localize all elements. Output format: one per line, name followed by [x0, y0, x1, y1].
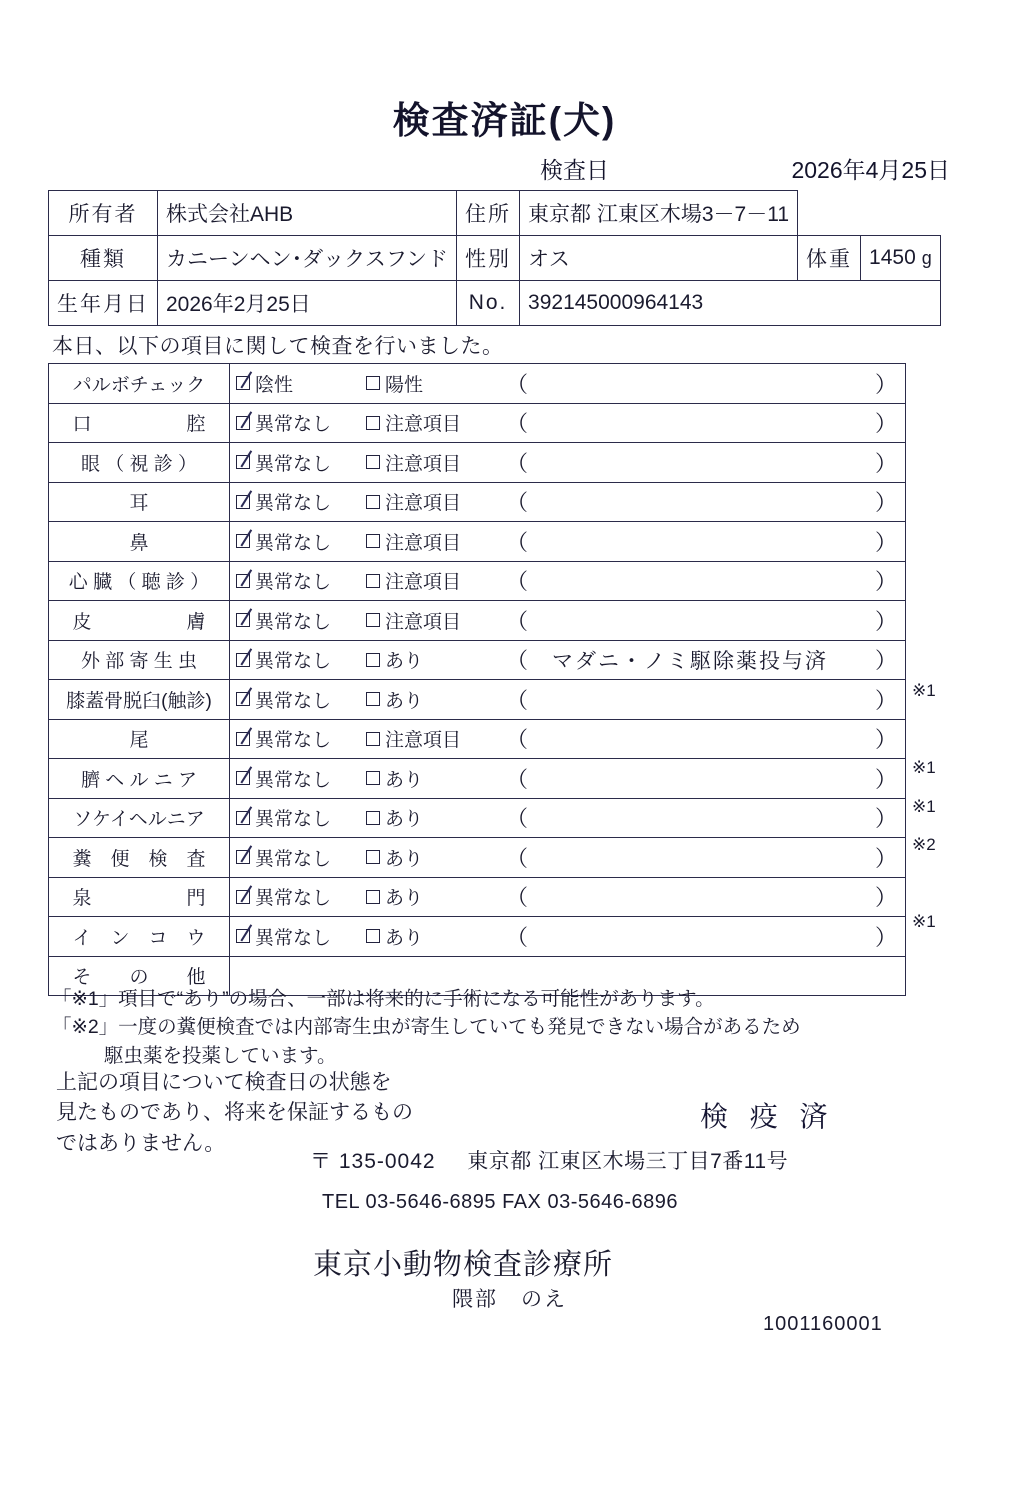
- exam-option-2[interactable]: [366, 646, 506, 673]
- paren-open: （: [506, 450, 529, 476]
- header-table: [48, 190, 941, 326]
- exam-option-2[interactable]: [366, 804, 506, 831]
- exam-option-2[interactable]: [366, 923, 506, 950]
- exam-option-label: 異常なし: [255, 848, 332, 870]
- paren-close: ）: [874, 371, 897, 397]
- table-row: [49, 680, 906, 720]
- exam-item-label: 膝蓋骨脱臼(触診): [49, 680, 230, 720]
- inspection-date-value: 2026年4月25日: [791, 157, 950, 183]
- birth-label: 生年月日: [49, 281, 158, 326]
- checked-checkbox-icon[interactable]: [236, 811, 250, 825]
- checkbox-icon[interactable]: [366, 811, 380, 825]
- breed-label: 種類: [49, 236, 158, 281]
- paren-close: ）: [874, 687, 897, 713]
- paren-open: （: [506, 806, 529, 832]
- checkbox-icon[interactable]: [366, 890, 380, 904]
- exam-item-options: [230, 838, 906, 878]
- exam-remark-field[interactable]: [506, 921, 905, 952]
- checked-checkbox-icon[interactable]: [236, 376, 250, 390]
- exam-item-options: [230, 759, 906, 799]
- exam-item-label: 皮 膚: [49, 601, 230, 641]
- checked-checkbox-icon[interactable]: [236, 534, 250, 548]
- sex-value: オス: [520, 236, 798, 281]
- exam-item-options: [230, 877, 906, 917]
- checked-checkbox-icon[interactable]: [236, 653, 250, 667]
- table-row: [49, 838, 906, 878]
- inspection-date-row: [540, 152, 950, 185]
- exam-item-options: [230, 443, 906, 483]
- weight-value: [861, 236, 941, 281]
- checkbox-icon[interactable]: [366, 416, 380, 430]
- exam-option-label: 異常なし: [255, 651, 332, 673]
- exam-item-options: [230, 364, 906, 404]
- paren-open: （: [506, 766, 529, 792]
- exam-option-label: 異常なし: [255, 453, 332, 475]
- checked-checkbox-icon[interactable]: [236, 416, 250, 430]
- exam-option-2[interactable]: [366, 528, 506, 555]
- exam-option-2[interactable]: [366, 409, 506, 436]
- footnote-2-line2: 駆虫薬を投薬しています。: [104, 1044, 337, 1067]
- exam-option-2[interactable]: [366, 844, 506, 871]
- exam-option-label: 注意項目: [385, 730, 462, 752]
- exam-option-label: 異常なし: [255, 690, 332, 712]
- paren-close: ）: [874, 845, 897, 871]
- exam-option-1[interactable]: [236, 804, 366, 831]
- exam-option-label: 異常なし: [255, 414, 332, 436]
- exam-item-options: [230, 403, 906, 443]
- exam-option-label: 異常なし: [255, 809, 332, 831]
- exam-remark-field[interactable]: [506, 605, 905, 636]
- clinic-zip: 〒 135-0042: [310, 1150, 436, 1173]
- paren-open: （: [506, 727, 529, 753]
- paren-open: （: [506, 608, 529, 634]
- exam-option-label: あり: [385, 848, 424, 870]
- exam-remark-field[interactable]: [506, 565, 905, 596]
- exam-item-label: イ ン コ ウ: [49, 917, 230, 957]
- exam-option-1[interactable]: [236, 883, 366, 910]
- address-value: 東京都 江東区木場3－7－11: [520, 191, 798, 236]
- checkbox-icon[interactable]: [366, 574, 380, 588]
- exam-footnote-marker: ※1: [912, 912, 936, 931]
- footnote-1: 「※1」項目で“あり”の場合、一部は将来的に手術になる可能性があります。: [52, 988, 715, 1010]
- exam-option-1[interactable]: [236, 686, 366, 713]
- exam-item-options: [230, 561, 906, 601]
- exam-option-label: 注意項目: [385, 532, 462, 554]
- exam-option-label: 異常なし: [255, 611, 332, 633]
- exam-footnote-marker: ※1: [912, 796, 936, 816]
- exam-option-label: あり: [385, 651, 424, 673]
- paren-open: （: [506, 569, 529, 595]
- exam-remark-field[interactable]: [506, 684, 905, 715]
- inspection-date-label: 検査日: [540, 157, 609, 183]
- exam-item-options: [230, 601, 906, 641]
- checked-checkbox-icon[interactable]: [236, 574, 250, 588]
- table-row: [49, 236, 941, 281]
- paren-close: ）: [874, 727, 897, 753]
- checked-checkbox-icon[interactable]: [236, 495, 250, 509]
- paren-open: （: [506, 924, 529, 950]
- checked-checkbox-icon[interactable]: [236, 613, 250, 627]
- clinic-telfax: TEL 03-5646-6895 FAX 03-5646-6896: [322, 1191, 679, 1213]
- exam-item-label: 糞 便 検 査: [49, 838, 230, 878]
- exam-option-2[interactable]: [366, 488, 506, 515]
- exam-option-2[interactable]: [366, 883, 506, 910]
- exam-table: [48, 363, 906, 996]
- owner-value: 株式会社AHB: [158, 191, 457, 236]
- exam-item-label: 心 臓 （ 聴 診 ）: [49, 561, 230, 601]
- exam-item-options: [230, 917, 906, 957]
- exam-item-label: 鼻: [49, 522, 230, 562]
- exam-option-label: あり: [385, 769, 424, 791]
- paren-open: （: [506, 529, 529, 555]
- exam-option-2[interactable]: [366, 765, 506, 792]
- paren-close: ）: [874, 608, 897, 634]
- exam-option-2[interactable]: [366, 449, 506, 476]
- exam-remark-field[interactable]: [506, 802, 905, 833]
- exam-option-1[interactable]: [236, 567, 366, 594]
- table-row: [49, 281, 941, 326]
- exam-option-label: 注意項目: [385, 493, 462, 515]
- table-row: [49, 640, 906, 680]
- exam-option-2[interactable]: [366, 607, 506, 634]
- table-row: [49, 601, 906, 641]
- intro-text: 本日、以下の項目に関して検査を行いました。: [52, 335, 504, 358]
- checkbox-icon[interactable]: [366, 929, 380, 943]
- exam-option-label: 異常なし: [255, 769, 332, 791]
- exam-option-2[interactable]: [366, 567, 506, 594]
- checkbox-icon[interactable]: [366, 376, 380, 390]
- exam-item-options: [230, 522, 906, 562]
- exam-item-options: [230, 640, 906, 680]
- paren-close: ）: [874, 490, 897, 516]
- table-row: [49, 191, 941, 236]
- serial-number: 1001160001: [763, 1313, 883, 1335]
- exam-remark-field[interactable]: [506, 763, 905, 794]
- exam-footnote-marker: ※2: [912, 835, 936, 854]
- table-row: [49, 759, 906, 799]
- checkbox-icon[interactable]: [366, 455, 380, 469]
- clinic-address-text: 東京都 江東区木場三丁目7番11号: [467, 1150, 789, 1173]
- exam-option-label: 陽性: [385, 374, 424, 396]
- footnotes: [52, 985, 801, 1070]
- weight-number: 1450: [869, 246, 916, 269]
- checked-checkbox-icon[interactable]: [236, 850, 250, 864]
- exam-item-label: パルボチェック: [49, 364, 230, 404]
- exam-option-label: あり: [385, 690, 424, 712]
- exam-option-label: 注意項目: [385, 611, 462, 633]
- exam-item-options: [230, 719, 906, 759]
- exam-remark-text: マダニ・ノミ駆除薬投与済: [552, 649, 828, 673]
- exam-option-label: あり: [385, 809, 424, 831]
- table-row: [49, 364, 906, 404]
- inspector-name: 隈部 のえ: [452, 1288, 567, 1311]
- paren-open: （: [506, 687, 529, 713]
- weight-label: 体重: [798, 236, 861, 281]
- checked-checkbox-icon[interactable]: [236, 692, 250, 706]
- closing-line: ではありません。: [56, 1131, 226, 1155]
- checkbox-icon[interactable]: [366, 495, 380, 509]
- clinic-name: 東京小動物検査診療所: [313, 1249, 614, 1281]
- exam-remark-field[interactable]: [506, 842, 905, 873]
- footnote-2-line1: 「※2」一度の糞便検査では内部寄生虫が寄生していても発見できない場合があるため: [52, 1016, 801, 1039]
- paren-close: ）: [874, 648, 897, 674]
- exam-option-1[interactable]: [236, 528, 366, 555]
- weight-unit: g: [921, 248, 932, 268]
- checked-checkbox-icon[interactable]: [236, 455, 250, 469]
- exam-item-label: 尾: [49, 719, 230, 759]
- exam-option-label: 異常なし: [255, 888, 332, 910]
- no-value: 392145000964143: [520, 281, 941, 326]
- checked-checkbox-icon[interactable]: [236, 890, 250, 904]
- paren-close: ）: [874, 924, 897, 950]
- checkbox-icon[interactable]: [366, 653, 380, 667]
- exam-option-label: 異常なし: [255, 532, 332, 554]
- exam-item-label: 耳: [49, 482, 230, 522]
- paren-close: ）: [874, 885, 897, 911]
- checkbox-icon[interactable]: [366, 850, 380, 864]
- paren-open: （: [506, 371, 529, 397]
- checkbox-icon[interactable]: [366, 534, 380, 548]
- exam-option-2[interactable]: [366, 725, 506, 752]
- table-row: [49, 482, 906, 522]
- exam-item-options: [230, 482, 906, 522]
- paren-close: ）: [874, 450, 897, 476]
- exam-option-1[interactable]: [236, 844, 366, 871]
- exam-item-label: 泉 門: [49, 877, 230, 917]
- exam-item-label: 臍 ヘ ル ニ ア: [49, 759, 230, 799]
- exam-item-options: [230, 798, 906, 838]
- table-row: [49, 522, 906, 562]
- exam-option-label: あり: [385, 927, 424, 949]
- exam-remark-field[interactable]: [506, 644, 905, 675]
- table-row: [49, 561, 906, 601]
- exam-option-1[interactable]: [236, 765, 366, 792]
- table-row: [49, 877, 906, 917]
- birth-value: 2026年2月25日: [158, 281, 457, 326]
- exam-option-label: あり: [385, 888, 424, 910]
- sex-label: 性別: [457, 236, 520, 281]
- exam-item-label-other: そ の 他: [49, 956, 230, 996]
- exam-option-label: 注意項目: [385, 572, 462, 594]
- exam-option-label: 陰性: [255, 374, 294, 396]
- paren-open: （: [506, 411, 529, 437]
- table-row: [49, 719, 906, 759]
- closing-line: 上記の項目について検査日の状態を: [56, 1071, 392, 1094]
- paren-close: ）: [874, 806, 897, 832]
- checkbox-icon[interactable]: [366, 613, 380, 627]
- exam-option-label: 異常なし: [255, 927, 332, 949]
- paren-open: （: [506, 648, 529, 674]
- exam-option-label: 異常なし: [255, 730, 332, 752]
- exam-item-label: 眼 （ 視 診 ）: [49, 443, 230, 483]
- breed-value: カニーンヘン･ダックスフンド: [158, 236, 457, 281]
- exam-option-1[interactable]: [236, 607, 366, 634]
- clinic-address: [310, 1145, 788, 1175]
- checked-checkbox-icon[interactable]: [236, 771, 250, 785]
- address-label: 住所: [457, 191, 520, 236]
- exam-item-label: ソケイヘルニア: [49, 798, 230, 838]
- exam-item-label: 外 部 寄 生 虫: [49, 640, 230, 680]
- exam-option-label: 異常なし: [255, 572, 332, 594]
- exam-remark-field[interactable]: [506, 881, 905, 912]
- exam-remark-field[interactable]: [506, 368, 905, 399]
- quarantine-stamp: 検 疫 済: [700, 1101, 835, 1132]
- table-row: [49, 798, 906, 838]
- paren-close: ）: [874, 411, 897, 437]
- exam-option-1[interactable]: [236, 409, 366, 436]
- paren-close: ）: [874, 569, 897, 595]
- exam-option-2[interactable]: [366, 686, 506, 713]
- closing-line: 見たものであり、将来を保証するもの: [56, 1101, 413, 1125]
- exam-option-1[interactable]: [236, 488, 366, 515]
- exam-option-1[interactable]: [236, 646, 366, 673]
- exam-item-label: 口 腔: [49, 403, 230, 443]
- table-row: [49, 443, 906, 483]
- paren-close: ）: [874, 766, 897, 792]
- exam-remark-field[interactable]: [506, 723, 905, 754]
- checkbox-icon[interactable]: [366, 771, 380, 785]
- page-title: 検査済証(犬): [392, 100, 617, 141]
- paren-close: ）: [874, 529, 897, 555]
- table-row: [49, 917, 906, 957]
- exam-remark-field[interactable]: [506, 447, 905, 478]
- exam-footnote-marker: ※1: [912, 758, 936, 777]
- checkbox-icon[interactable]: [366, 692, 380, 706]
- exam-remark-field[interactable]: [506, 526, 905, 557]
- exam-option-label: 異常なし: [255, 493, 332, 515]
- paren-open: （: [506, 885, 529, 911]
- paren-open: （: [506, 490, 529, 516]
- exam-option-2[interactable]: [366, 370, 506, 397]
- table-row: [49, 403, 906, 443]
- owner-label: 所有者: [49, 191, 158, 236]
- checkbox-icon[interactable]: [366, 732, 380, 746]
- no-label: No.: [457, 281, 520, 326]
- exam-option-1[interactable]: [236, 370, 366, 397]
- paren-open: （: [506, 845, 529, 871]
- checked-checkbox-icon[interactable]: [236, 732, 250, 746]
- exam-option-1[interactable]: [236, 449, 366, 476]
- exam-option-label: 注意項目: [385, 414, 462, 436]
- exam-remark-field[interactable]: [506, 486, 905, 517]
- exam-option-1[interactable]: [236, 923, 366, 950]
- exam-item-options: [230, 680, 906, 720]
- exam-option-label: 注意項目: [385, 453, 462, 475]
- exam-remark-field[interactable]: [506, 407, 905, 438]
- checked-checkbox-icon[interactable]: [236, 929, 250, 943]
- exam-footnote-marker: ※1: [912, 681, 936, 700]
- exam-option-1[interactable]: [236, 725, 366, 752]
